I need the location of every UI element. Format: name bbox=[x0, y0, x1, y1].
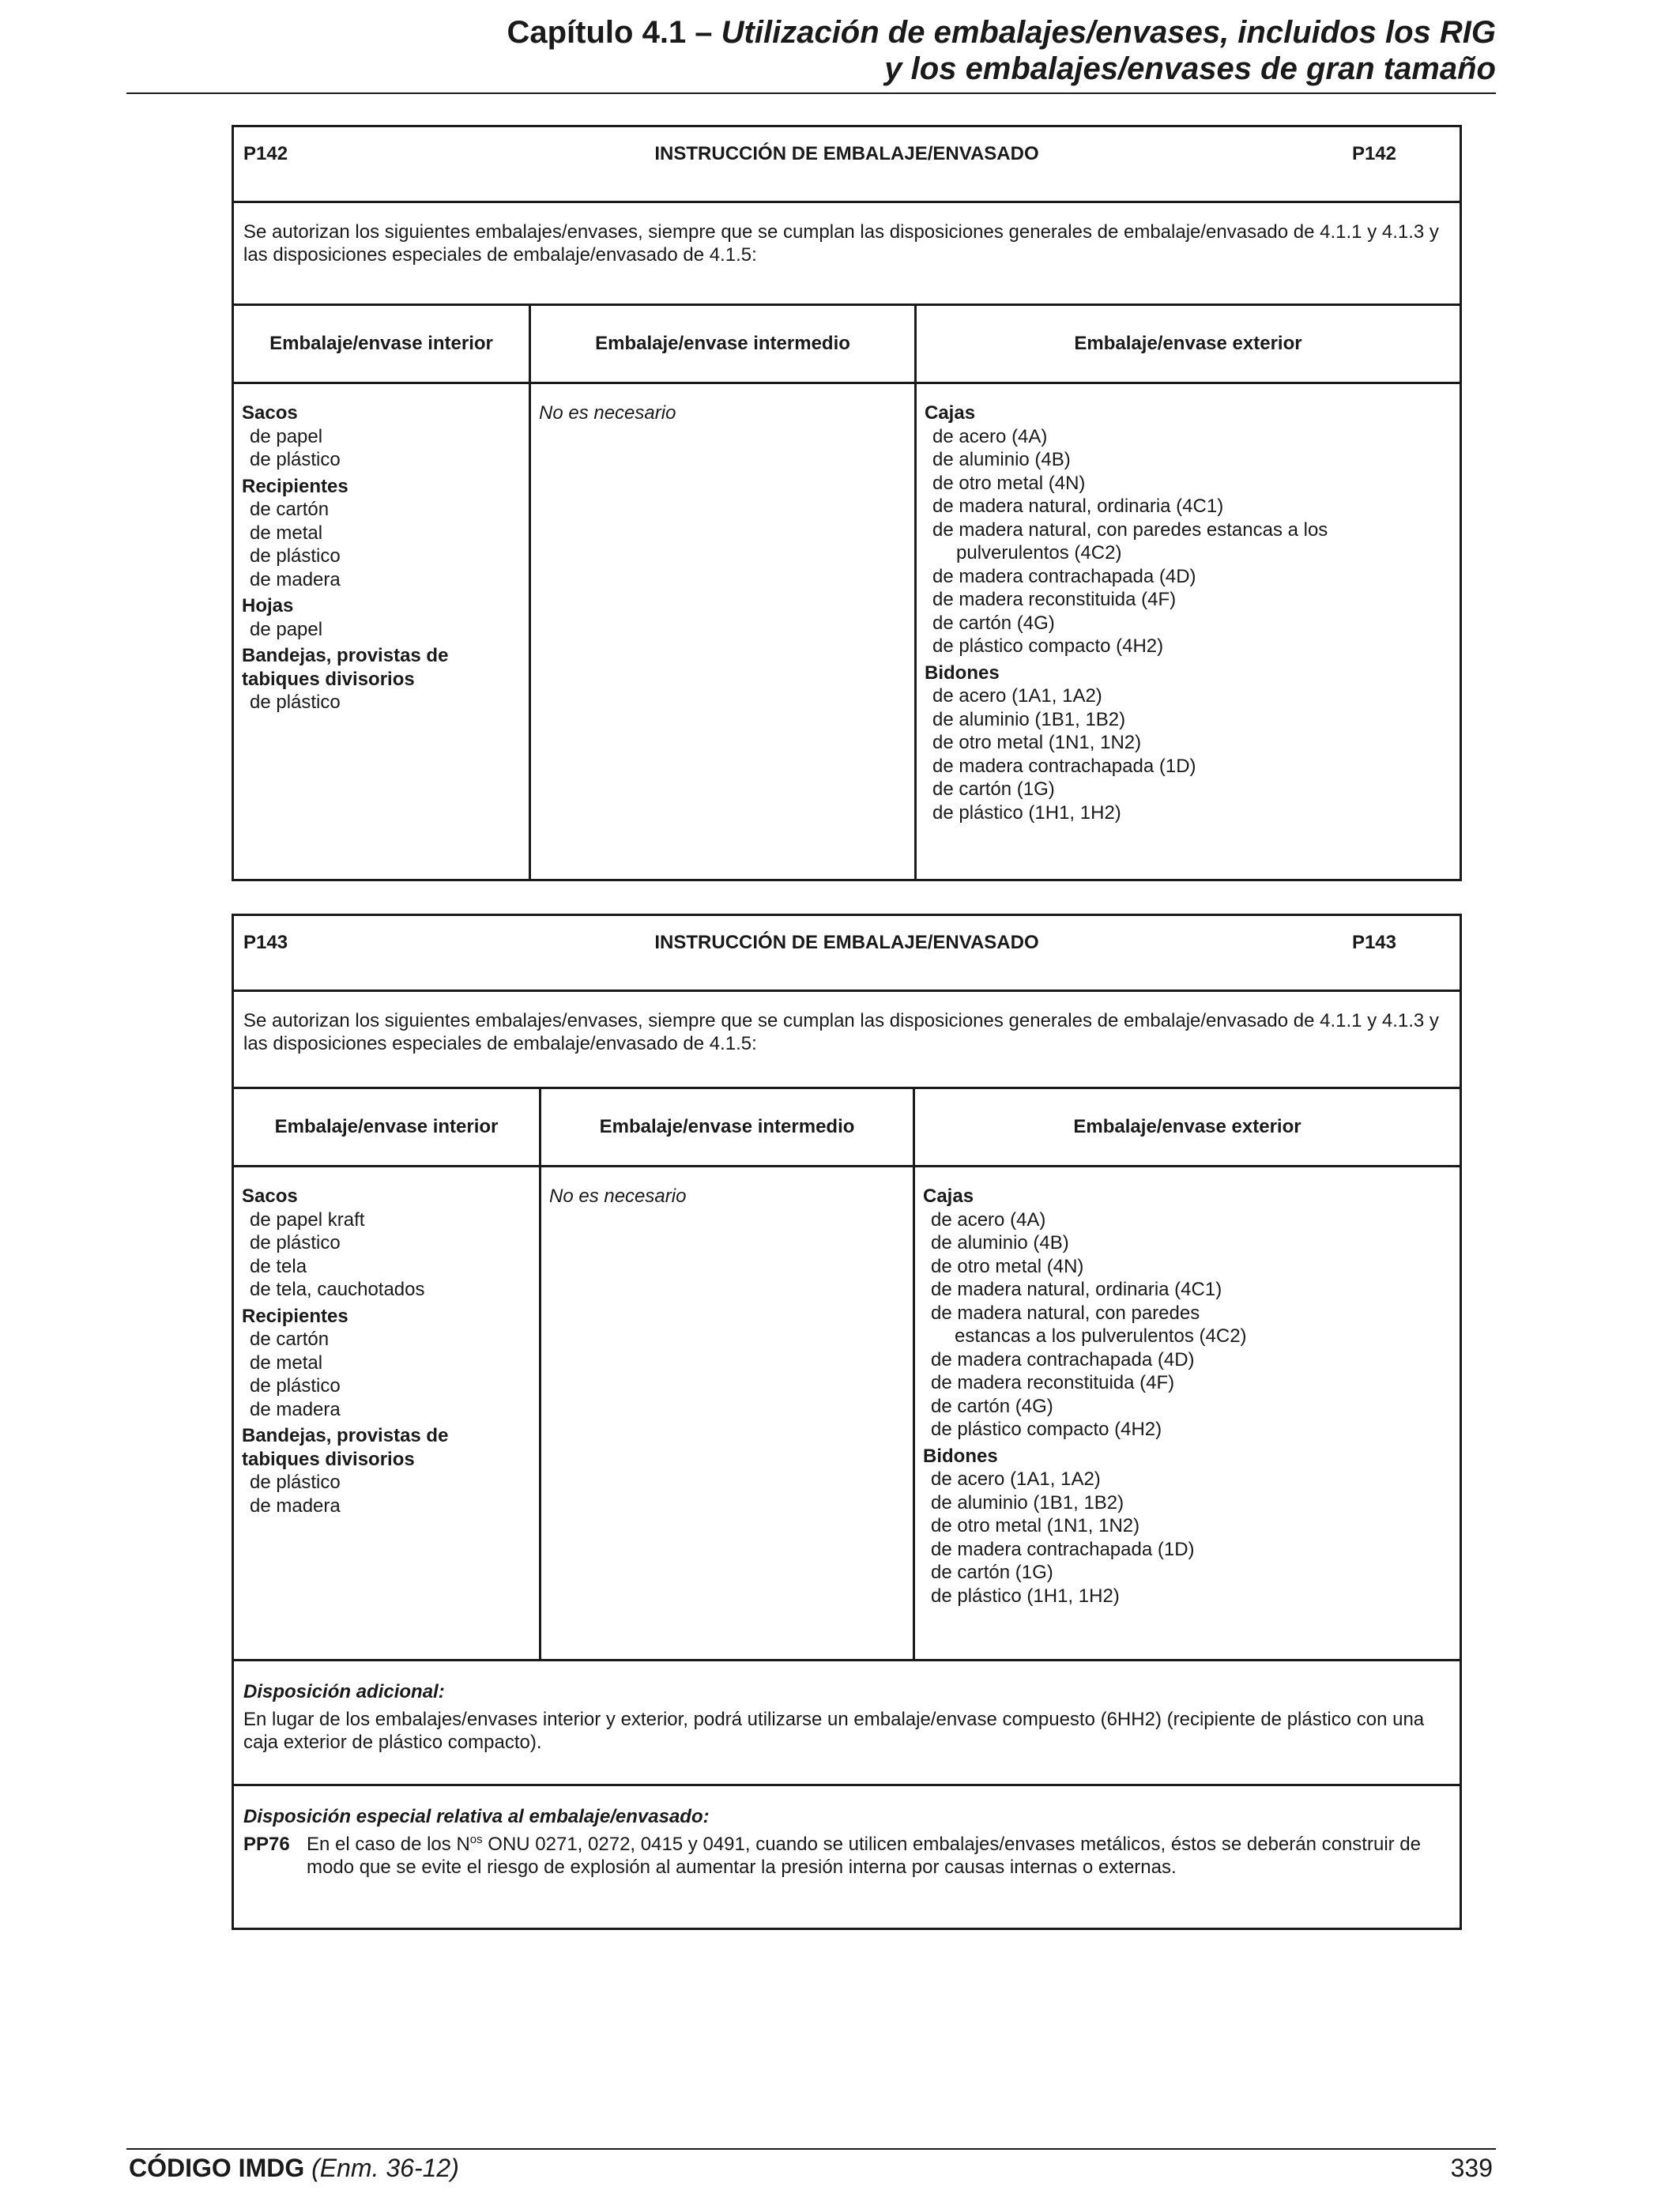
list-item: de aluminio (1B1, 1B2) bbox=[932, 708, 1126, 730]
list-item: de metal bbox=[250, 522, 323, 544]
page-number: 339 bbox=[1450, 2154, 1493, 2182]
list-item: de plástico bbox=[250, 692, 341, 713]
list-item: de papel bbox=[250, 425, 323, 447]
p143-code-left: P143 bbox=[243, 932, 288, 953]
chapter-header bbox=[126, 14, 1496, 87]
list-item: de madera natural, ordinaria (4C1) bbox=[931, 1279, 1222, 1300]
list-item: de cartón (4G) bbox=[931, 1395, 1053, 1417]
p143-intermediate-cell bbox=[541, 1167, 915, 1659]
list-item: de cartón (1G) bbox=[932, 778, 1055, 800]
group-heading: Hojas bbox=[242, 595, 294, 616]
group-heading: Sacos bbox=[242, 1186, 298, 1207]
p143-column-headers bbox=[234, 1089, 1460, 1167]
list-item: de plástico compacto (4H2) bbox=[931, 1419, 1162, 1440]
special-provision-pp76 bbox=[243, 1833, 1450, 1879]
instruction-p143 bbox=[232, 914, 1462, 1930]
list-item: de plástico bbox=[250, 1472, 341, 1493]
list-item: de cartón bbox=[250, 1329, 330, 1350]
list-item: de otro metal (1N1, 1N2) bbox=[931, 1515, 1140, 1536]
p143-additional-provision bbox=[234, 1661, 1460, 1786]
group-heading: Recipientes bbox=[242, 1305, 348, 1327]
p143-special-provision bbox=[234, 1786, 1460, 1928]
list-item: de madera bbox=[250, 1398, 341, 1420]
p142-title-row bbox=[234, 127, 1460, 203]
list-item: pulverulentos (4C2) bbox=[956, 542, 1122, 564]
list-item: de madera natural, con paredes bbox=[931, 1302, 1200, 1324]
list-item: de papel kraft bbox=[250, 1208, 365, 1231]
footer-code: CÓDIGO IMDG (Enm. 36-12) bbox=[129, 2154, 459, 2182]
list-item: de cartón (4G) bbox=[932, 612, 1055, 634]
list-item: de cartón bbox=[250, 499, 330, 520]
group-heading: Bandejas, provistas de tabiques divisorios bbox=[242, 645, 449, 690]
chapter-header-line1: Capítulo 4.1 – Utilización de embalajes/envases, incluidos los RIG bbox=[507, 15, 1496, 50]
group-heading: Bandejas, provistas de tabiques divisorios bbox=[242, 1425, 449, 1470]
p142-outer-list bbox=[917, 384, 1460, 879]
list-item: de madera contrachapada (1D) bbox=[932, 755, 1196, 777]
footer-divider bbox=[126, 2148, 1496, 2150]
p143-col-outer: Embalaje/envase exterior bbox=[1073, 1116, 1301, 1137]
additional-provision-title: Disposición adicional: bbox=[243, 1681, 445, 1702]
list-item: de papel bbox=[250, 618, 323, 640]
list-item: de plástico bbox=[250, 1375, 341, 1397]
p143-outer-list bbox=[915, 1167, 1460, 1659]
list-item: de otro metal (4N) bbox=[931, 1255, 1084, 1277]
group-heading: Cajas bbox=[923, 1186, 974, 1207]
special-provision-title: Disposición especial relativa al embalaje/envasado: bbox=[243, 1806, 710, 1827]
list-item: de acero (4A) bbox=[932, 425, 1048, 447]
header-divider bbox=[126, 92, 1496, 94]
additional-provision-text: En lugar de los embalajes/envases interior y exterior, podrá utilizarse un embalaje/envase compuesto (6HH2) (recipiente de plástico con una caja exterior de plástico compacto). bbox=[243, 1709, 1425, 1753]
group-heading: Cajas bbox=[925, 402, 976, 424]
p142-column-headers bbox=[234, 306, 1460, 384]
p143-code-right: P143 bbox=[1351, 932, 1396, 953]
list-item: de plástico bbox=[250, 1232, 341, 1253]
p142-code-right: P142 bbox=[1351, 143, 1396, 164]
list-item: de cartón (1G) bbox=[931, 1562, 1053, 1583]
p142-col-inner: Embalaje/envase interior bbox=[234, 306, 531, 382]
list-item: de acero (4A) bbox=[931, 1208, 1046, 1231]
list-item: de plástico (1H1, 1H2) bbox=[932, 801, 1121, 824]
list-item: de plástico bbox=[250, 545, 341, 567]
list-item: de acero (1A1, 1A2) bbox=[932, 685, 1102, 707]
list-item: de otro metal (1N1, 1N2) bbox=[932, 732, 1142, 753]
list-item: estancas a los pulverulentos (4C2) bbox=[955, 1325, 1247, 1347]
p142-code-left: P142 bbox=[243, 143, 288, 164]
p143-title-row bbox=[234, 916, 1460, 992]
list-item: de madera bbox=[250, 568, 341, 590]
list-item: de plástico (1H1, 1H2) bbox=[931, 1585, 1120, 1607]
list-item: de tela, cauchotados bbox=[250, 1279, 425, 1300]
p142-inner-list bbox=[234, 384, 531, 879]
list-item: de plástico bbox=[250, 449, 341, 470]
list-item: de madera reconstituida (4F) bbox=[932, 589, 1177, 610]
p142-intermediate-cell bbox=[531, 384, 917, 879]
list-item: de madera bbox=[250, 1495, 341, 1517]
list-item: de metal bbox=[250, 1351, 323, 1374]
p142-col-intermediate: Embalaje/envase intermedio bbox=[531, 306, 917, 382]
p143-inner-list bbox=[234, 1167, 541, 1659]
pp76-text: En el caso de los $N^{os}$ ONU 0271, 0272, 0415 y 0491, cuando se utilicen embalajes/envases metálicos, éstos se deberán construir de modo que se evite el riesgo de explosión al aumentar la presión interna por causas internas o externas. bbox=[307, 1833, 1422, 1878]
p142-intro: Se autorizan los siguientes embalajes/envases, siempre que se cumplan las disposiciones generales de embalaje/envasado de 4.1.1 y 4.1.3 y las disposiciones especiales de embalaje/envasado de 4.1.5: bbox=[234, 203, 1460, 306]
p142-content bbox=[234, 384, 1460, 879]
list-item: de madera natural, ordinaria (4C1) bbox=[932, 496, 1224, 517]
group-heading: Bidones bbox=[923, 1445, 998, 1467]
instruction-p142 bbox=[232, 125, 1462, 881]
p143-title: INSTRUCCIÓN DE EMBALAJE/ENVASADO bbox=[654, 932, 1039, 953]
pp76-code: PP76 bbox=[243, 1834, 290, 1855]
p143-intermediate-value: No es necesario bbox=[549, 1186, 687, 1207]
p142-title: INSTRUCCIÓN DE EMBALAJE/ENVASADO bbox=[654, 143, 1039, 164]
list-item: de madera reconstituida (4F) bbox=[931, 1372, 1175, 1393]
p143-col-inner: Embalaje/envase interior bbox=[234, 1089, 541, 1165]
list-item: de madera contrachapada (1D) bbox=[931, 1538, 1195, 1560]
list-item: de acero (1A1, 1A2) bbox=[931, 1468, 1101, 1490]
list-item: de tela bbox=[250, 1255, 307, 1277]
list-item: de aluminio (4B) bbox=[931, 1232, 1069, 1253]
list-item: de madera natural, con paredes estancas a los bbox=[932, 518, 1328, 541]
p142-intermediate-value: No es necesario bbox=[539, 402, 676, 424]
p142-col-outer: Embalaje/envase exterior bbox=[1074, 333, 1302, 354]
group-heading: Sacos bbox=[242, 402, 298, 424]
group-heading: Recipientes bbox=[242, 475, 348, 497]
group-heading: Bidones bbox=[925, 662, 1000, 684]
list-item: de madera contrachapada (4D) bbox=[932, 565, 1196, 587]
p143-col-intermediate: Embalaje/envase intermedio bbox=[541, 1089, 915, 1165]
chapter-header-line2: y los embalajes/envases de gran tamaño bbox=[884, 51, 1496, 86]
list-item: de aluminio (1B1, 1B2) bbox=[931, 1491, 1124, 1514]
list-item: de plástico compacto (4H2) bbox=[932, 635, 1164, 657]
list-item: de madera contrachapada (4D) bbox=[931, 1348, 1195, 1370]
list-item: de aluminio (4B) bbox=[932, 449, 1071, 470]
p143-intro: Se autorizan los siguientes embalajes/envases, siempre que se cumplan las disposiciones generales de embalaje/envasado de 4.1.1 y 4.1.3 y las disposiciones especiales de embalaje/envasado de 4.1.5: bbox=[234, 992, 1460, 1089]
p143-content bbox=[234, 1167, 1460, 1661]
list-item: de otro metal (4N) bbox=[932, 472, 1086, 494]
